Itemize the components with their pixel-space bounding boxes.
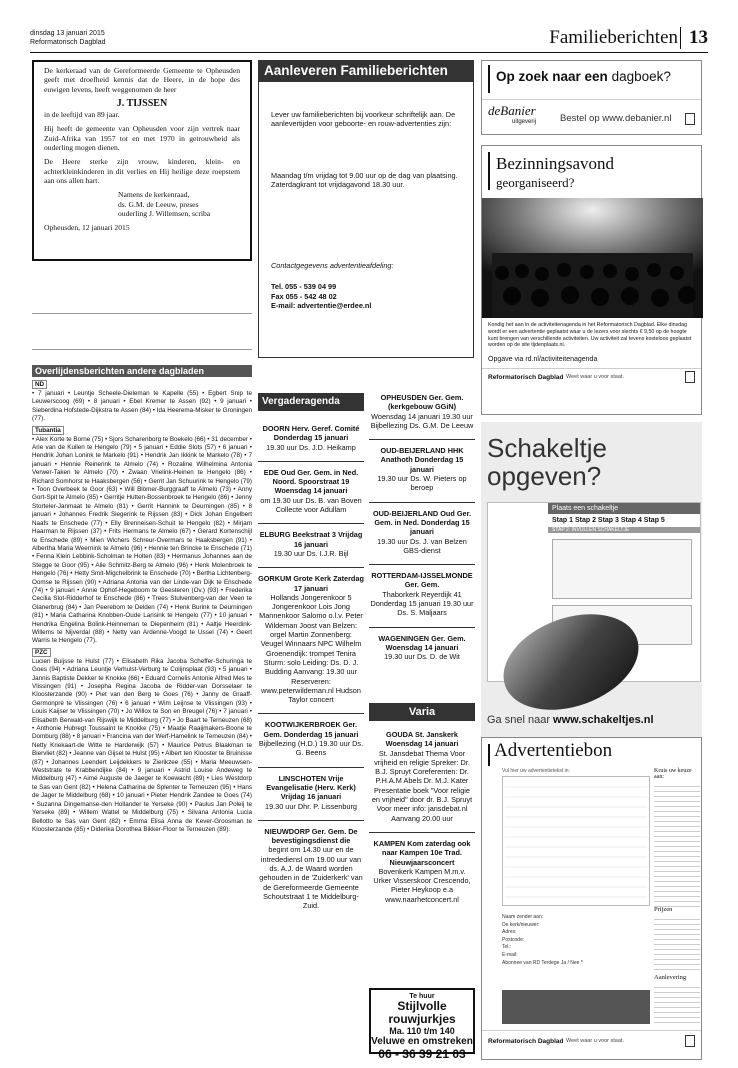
dress-ad-l1: Te huur <box>409 993 435 1000</box>
death-notice <box>32 60 252 261</box>
header-date: dinsdag 13 januari 2015 <box>30 30 105 37</box>
deceased-name: J. TIJSSEN <box>116 97 168 109</box>
page-number: 13 <box>680 27 708 49</box>
rubriek-label: Kruis uw keuze aan: <box>654 768 692 780</box>
header-paper: Reformatorisch Dagblad <box>30 38 106 46</box>
submit-p1: Lever uw familieberichten bij voorkeur schriftelijk aan. De aanlevertijden voor geboorte- en rouw-advertenties zijn: <box>271 110 456 129</box>
obituaries-heading: Overlijdensberichten andere dagbladen <box>32 365 252 377</box>
bezinning-title-1: Bezinningsavond <box>496 154 615 173</box>
agenda-item-title: DOORN Herv. Geref. Comité Donderdag 15 januari <box>262 424 360 443</box>
agenda-item-title: OUD-BEIJERLAND HHK Anathoth Donderdag 15 januari <box>380 446 464 474</box>
agenda-item-body: Thaborkerk Reyerdijk 41 Donderdag 15 januari 19.30 uur Ds. S. Maljaars <box>370 589 474 618</box>
contact-fax: Fax 055 - 542 48 02 <box>271 291 337 301</box>
ad-text-input[interactable] <box>502 776 650 906</box>
signature-1: Namens de kerkenraad, <box>118 190 190 200</box>
agenda-item-title: OUD-BEIJERLAND Oud Ger. Gem. in Ned. Donderdag 15 januari <box>372 508 472 537</box>
submit-heading: Aanleveren Familieberichten <box>258 60 474 82</box>
submit-box <box>258 82 474 358</box>
agenda-item-body: 19.30 uur Ds. I.J.R. Bijl <box>273 548 349 558</box>
obit-section-label: PZC <box>32 648 51 657</box>
banier-brand: deBanier <box>488 103 536 118</box>
varia-item-title: KAMPEN Kom zaterdag ook naar Kampen 10e Trad. Nieuwjaarsconcert <box>373 838 471 867</box>
deceased-age: in de leeftijd van 89 jaar. <box>44 110 120 120</box>
agenda-heading: Vergaderagenda <box>258 393 364 411</box>
agenda-col-1 <box>258 424 364 1064</box>
schakel-title-2: opgeven? <box>487 461 602 491</box>
section-title: Familieberichten <box>549 27 678 48</box>
varia-heading: Varia <box>369 703 475 721</box>
rd-slogan: Weet waar u voor staat. <box>566 1038 624 1044</box>
agenda-item-body: om 19.30 uur Ds. B. van Boven Collecte voor Adullam <box>260 495 362 515</box>
obit-section-text: • 7 januari • Leuntje Scheele-Dieleman te Kapelle (55) • Egbert Snip te Leuwerscoog (69) • 8 januari • Ebel Kremer te Assen (92) • 9 januari • Sieberdina Hofstede-Dijkstra te Assen (84) • Ida Heerema-Misker te Groningen (77). <box>32 390 252 423</box>
form-title: Advertentiebon <box>494 740 613 761</box>
divider <box>32 349 252 350</box>
agenda-item-title: WAGENINGEN Ger. Gem. Woensdag 14 januari <box>378 633 466 652</box>
obit-section-text: • Alex Korte te Borne (75) • Sjors Scharenborg te Boekelo (66) • 31 december • Arie van de Kuilen te Hengelo (79) • 5 januari • Eddie Slots (57) • 6 januari • Hendrik Johan Lonink te Markelo (91) • Hendrik Jan Ikkink te Markelo (78) • 7 januari • Hennie Reinerink te Almelo (74) • Rozaline Wilhelmina Antonia Verwer-Taken te Almelo (70) • Zwaan Vrielink-Heinen te Hengelo (86) • Richard Somhorst te Haaksbergen (56) • Gerrit Jan Schuurink te Hengelo (79) • Toon Overbeek te Goor (63) • Will Blömer-Burggraaff te Almelo (73) • Anny Gort-Spit te Almelo (85) • Gerritje Hutten-Bossenbroek te Hengelo (86) • Jenny Storteler-Janmaat te Almelo (81) • Gerrit Hannink te Deurningen (85) • 8 januari • Johannes Fredrik Siegerink te Rijssen (83) • Dick Johan Engelbert Naafs te Enschede (77) • Elly Brenneisen-Schuit te Hengelo (82) • Mirjam Haarman te Rijssen (37) • Frits Hermans te Almelo (67) • Gerard Kortenschijl te Enschede (89) • Mien Wichers Schreur-Overmars te Haaksbergen (91) • Albertha Maria Weernink te Almelo (96) • Hennie ten Brincke te Enschede (71) • Fenna Klein Lebbink-Scholman te Holten (83) • Hermanus Johannes aan de Stegge te Goor (95) • Alie Schmitz-Berg te Almelo (96) • Henk Molenbroek te Hengelo (76) • Hetty Smit-Migchelbrink te Enschede (70) • Bertha Lichtenberg-Oomse te Rijssen (90) • Adriana Antonia van der Linde-van Dijk te Enschede (74) • 9 januari • Annie Ophof-Hegeboom te Geesteren (Ov.) (93) • Frederika Cecilia Slot-Ridderhof te Enschede (86) • Trees Stulvenberg-van der Veen te Glanerbrug (84) • Jan Peerebom te Delden (74) • Henk Burink te Deurningen (81) • Maria Catharina Knobben-Oude Lansink te Hengelo (77) • 10 januari • Hendrika Engelina Bolink-Heinneman te Diepenheim (81) • Aaltje Heerdink-Willems te Nijverdal (88) • Netty van Ardenne-Voogd te Ussel (74) • Geert Warris te Hengelo (77). <box>32 435 252 645</box>
mockup-step-sub: STAP 2: INVULLEN SCHAKELTJE <box>548 527 700 533</box>
bezinningsavond-ad <box>481 145 702 415</box>
agenda-item-body: 19.30 uur Ds. J. van Belzen GBS-dienst <box>377 536 467 555</box>
dress-ad-l3: Ma. 110 t/m 140 <box>389 1026 455 1036</box>
agenda-item-body: 19.30 uur Ds. D. de Wit <box>384 652 460 662</box>
header-rule <box>30 52 708 53</box>
dress-rental-ad <box>369 988 475 1061</box>
dress-ad-l2: Stijlvolle rouwjurkjes <box>388 999 456 1026</box>
agenda-item-title: ELBURG Beekstraat 3 Vrijdag 16 januari <box>259 530 363 549</box>
agenda-item-body: 19.30 uur Dhr. P. Lissenburg <box>265 801 357 811</box>
rd-logo-icon <box>685 371 695 383</box>
agenda-item-body: 19.30 uur Ds. W. Pieters op beroep <box>377 474 467 493</box>
form-subtitle: Vul hier uw advertentietekst in: <box>502 768 570 774</box>
submit-p2: Maandag t/m vrijdag tot 9.00 uur op de dag van plaatsing. Zaterdagkrant tot vrijdagavond 18.30 uur. <box>271 170 458 189</box>
dress-ad-l4: Veluwe en omstreken <box>371 1036 473 1047</box>
field-label[interactable]: De kerk/nieuwer: <box>502 921 540 928</box>
banier-cta[interactable]: Bestel op www.debanier.nl <box>560 113 672 124</box>
address-fields <box>502 914 650 967</box>
calendar-widget <box>552 539 692 599</box>
field-label[interactable]: Tel.: <box>502 944 512 951</box>
agenda-item-title: LINSCHOTEN Vrije Evangelisatie (Herv. Kerk) Vrijdag 16 januari <box>266 773 356 802</box>
banier-brand-sub: uitgeverij <box>512 119 537 125</box>
rd-logo-icon <box>685 1035 695 1047</box>
obituaries-list <box>32 379 252 1066</box>
agenda-item-body: 19.30 uur Ds. J.D. Heikamp <box>266 442 356 452</box>
agenda-item-title: KOOTWIJKERBROEK Ger. Gem. Donderdag 15 januari <box>263 720 359 739</box>
notice-place-date: Opheusden, 12 januari 2015 <box>44 223 130 233</box>
rd-slogan: Weet waar u voor staat. <box>566 374 624 380</box>
contact-label: Contactgegevens advertentieafdeling: <box>271 261 394 271</box>
schakel-cta-prefix: Ga snel naar <box>487 714 550 726</box>
bezinning-title-2: georganiseerd? <box>496 175 575 190</box>
divider <box>32 313 252 314</box>
field-label[interactable]: Adres: <box>502 929 517 936</box>
obit-section-text: Lucien Buijsse te Hulst (77) • Elisabeth Rika Jacoba Scheffer-Schuringa te Goes (94) • Adriana Leuntje Verhulst-Verburg te Colijnsplaat (93) • 5 januari • Jannis Baptiste Dekker te Knokke (66) • Eduard Cornelis Antonie Alfred Mes te Vlissingen (91) • Josepha Regina Jacoba de Ridder-van Dorsselaer te Kloosterzande (90) • Piet van den Berg te Goes (76) • Janny de Graaff-Germonprè te Vlissingen (76) • 6 januari • Wim Leijnse te Vlissingen (93) • Louis Kaijser te Vlissingen (70) • Jo Willox te Son en Breugel (76) • 7 januari • Elisabeth Berwald-van Rijswijk te Middelburg (77) • Jo Baart te Terneuzen (68) • Anthonie Hubregt Toussaint te Knokke (75) • Maatje Raaijmakers-Boone te Domburg (88) • 8 januari • Francina van der Werf-Hamelink te Terneuzen (84) • Netty Kriekaart-de Witte te Harderwijk (57) • Maurice Petrus Blaakman te Biervliet (82) • Jeanne van Gijsel te Hulst (95) • Albert ten Klooster te Bruinisse (87) • Johannes Leendert Leijdekkers te Zierikzee (55) • Maria Meeuwsen-Weststrate te Krabbendijke (84) • 9 januari • Astrid Louise Andeweg te Middelburg (47) • Aimé Auguste de Jaeger te Koewacht (89) • Lies Westdorp te Sas van Gent (82) • Helena Catharina de Splenter te Terneuzen (95) • Hans de Jager te Middelburg (68) • 10 januari • Pieter Hendrik Zandee te Goes (74) • Suzanna Dingemanse-den Hollander te Yerseke (90) • Paulus Jan Poleij te Yerseke (89) • Willem Wattel te Middelburg (75) • Silvana Antonia Lucia Bellotto te Sas van Gent (82) • Emma Elisa Anna de Kever-Groosman te Kloosterzande (85) • Diderika Dorothea Bikker-Floor te Terneuzen (89). <box>32 657 252 833</box>
rubriek-checkbox-list[interactable] <box>654 782 700 910</box>
page-header-left <box>30 30 105 47</box>
book-icon <box>685 113 695 125</box>
agenda-item-title: GORKUM Grote Kerk Zaterdag 17 januari <box>258 574 364 593</box>
contact-email: E-mail: advertentie@erdee.nl <box>271 301 372 311</box>
contact-tel: Tel. 055 - 539 04 99 <box>271 282 337 292</box>
bezinning-body: Kondig het aan in de activiteitenagenda in het Reformatorisch Dagblad. Elke dinsdag wordt er een advertentie geplaatst waar u de lezers voor slechts € 9,50 op de hoogte kunt brengen van verschillende activiteiten. Uw activiteit zal tevens kosteloos geplaatst worden op de site tijdenplaats.nl. <box>488 322 692 349</box>
agenda-item-title: ROTTERDAM-IJSSELMONDE Ger. Gem. <box>371 571 473 590</box>
notice-para2: Hij heeft de gemeente van Opheusden voor zijn vertrek naar Zuid-Afrika van 1957 tot en met 1970 in getrouwheid als ouderling mogen dienen. <box>44 124 240 153</box>
agenda-item-body: Hollands Jongerenkoor 5 Jongerenkoor Lois Jong Mannenkoor Salomo o.l.v. Peter Wildeman Joost van Belzen: orgel Martin Zonnenberg: Veugel Winnaars NPC Wilhelm Groenendijk: trompet Tenira Sturm: solo Leiding: Ds. D. J. Budding Aanvang: 19.30 uur Reserveren: www.peterwildeman.nl Hudson Taylor concert <box>259 592 363 705</box>
rd-brand: Reformatorisch Dagblad <box>488 1038 564 1045</box>
agenda-item-title: OPHEUSDEN Ger. Gem. (kerkgebouw GGiN) <box>380 393 464 412</box>
notice-para3: De Heere sterke zijn vrouw, kinderen, klein- en achterkleinkinderen in dit verlies en Hij heilige deze roepstem aan ons allen hart. <box>44 157 240 185</box>
agenda-item-body: Woensdag 14 januari 19.30 uur Bijbellezing Ds. G.M. De Leeuw <box>370 411 474 430</box>
contact-strip <box>502 990 650 1024</box>
obit-section-label: Tubantia <box>32 426 64 435</box>
mockup-steps: Stap 1 Stap 2 Stap 3 Stap 4 Stap 5 <box>552 517 665 524</box>
aanlevering-title: Aanlevering <box>654 974 687 981</box>
agenda-col-2 <box>369 393 475 698</box>
prijzen-text <box>654 915 700 971</box>
varia-item-title: GOUDA St. Janskerk Woensdag 14 januari <box>385 730 459 749</box>
church-photo <box>482 198 703 318</box>
prijzen-title: Prijzen <box>654 906 673 913</box>
agenda-item-title: NIEUWDORP Ger. Gem. De bevestigingsdienst die <box>264 826 358 846</box>
varia-item-body: St. Jansdebat Thema Voor vrijheid en religie Spreker: Dr. B.J. Spruyt Coreferenten: Dr. P.H.A.M Abels Dr. M.J. Kater Presentatie boek "Voor religie en vrijheid" door dr. B.J. Spruyt Voor meer info: jansdebat.nl Aanvang 20.00 uur <box>371 748 473 823</box>
rd-brand: Reformatorisch Dagblad <box>488 374 564 381</box>
agenda-item-body: begint om 14.30 uur en de intredediensl om 19.00 uur van ds. A.J. de Waard worden gehouden in de 'Zuiderkerk' van de Gereformeerde Gemeente Schoutstraat 1 te Middelburg-Zuid. <box>259 845 363 911</box>
field-label[interactable]: Postcode: <box>502 936 525 943</box>
notice-intro: De kerkeraad van de Gereformeerde Gemeente te Opheusden geeft met droefheid kennis dat de Heere, in de hope des euwigen levens, heeft weggenomen de heer <box>44 66 240 94</box>
signature-3: ouderling J. Willemsen, scriba <box>118 208 211 218</box>
schakel-cta-url[interactable]: www.schakeltjes.nl <box>553 714 654 726</box>
agenda-item-body: Bijbellezing (H.D.) 19.30 uur Ds. G. Beens <box>258 739 364 758</box>
aanlevering-text <box>654 983 700 1023</box>
advertentiebon-form <box>481 737 702 1060</box>
rubriek-list <box>654 768 700 910</box>
varia-list <box>369 730 475 984</box>
schakel-title-1: Schakeltje <box>487 433 607 463</box>
dress-ad-l5: 06 - 36 39 21 03 <box>378 1047 466 1061</box>
mouse-image <box>491 602 641 712</box>
signature-2: ds. G.M. de Leeuw, preses <box>118 199 199 209</box>
field-label[interactable]: Abonnee van RD Terdege Ja / Nee * <box>502 959 583 966</box>
banier-title-em: dagboek? <box>611 69 671 84</box>
field-label[interactable]: E-mail: <box>502 951 518 958</box>
field-label[interactable]: Naam zender aan: <box>502 914 544 920</box>
obit-section-label: ND <box>32 380 47 389</box>
banier-title: Op zoek naar een <box>496 69 608 84</box>
agenda-item-title: EDE Oud Ger. Gem. in Ned. Noord. Spoorstraat 19 Woensdag 14 januari <box>263 467 359 496</box>
varia-item-body: Bovenkerk Kampen M.m.v. Urker Visserskoor Crescendo, Pieter Heykoop e.a www.naarhetconcert.nl <box>373 866 471 904</box>
mockup-header: Plaats een schakeltje <box>548 503 700 514</box>
schakeltje-ad <box>481 422 702 737</box>
bezinning-link[interactable]: Opgave via rd.nl/activiteitenagenda <box>488 356 598 363</box>
banier-ad <box>481 60 702 135</box>
